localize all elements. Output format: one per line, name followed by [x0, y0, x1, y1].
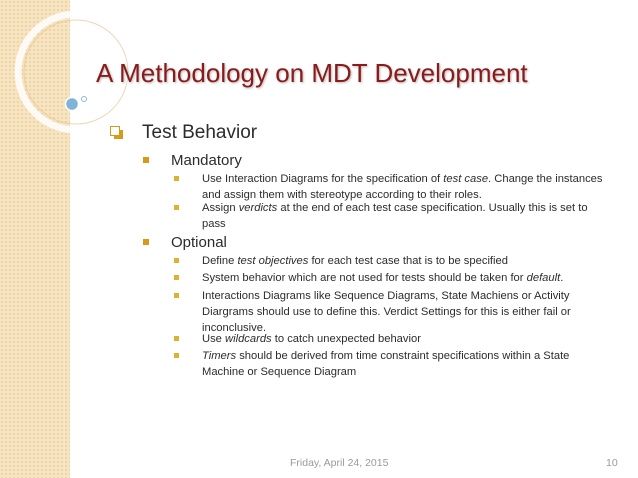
footer-date: Friday, April 24, 2015	[290, 457, 389, 469]
bullet-icon	[143, 157, 149, 163]
bullet-icon	[174, 353, 179, 358]
bullet-icon	[174, 258, 179, 263]
optional-item: Timers should be derived from time constraint specifications within a State Machine or Sequence Diagram	[174, 348, 614, 380]
optional-item: Use wildcards to catch unexpected behavior	[174, 331, 614, 347]
bullet-icon	[174, 293, 179, 298]
bullet-icon	[174, 275, 179, 280]
optional-item: Interactions Diagrams like Sequence Diagrams, State Machiens or Activity Diargrams should use to define this. Verdict Settings for this is either fail or inconclusive.	[174, 288, 614, 336]
page-number: 10	[606, 457, 618, 469]
bullet-icon	[174, 205, 179, 210]
slide-title: A Methodology on MDT Development	[96, 58, 528, 88]
optional-item: System behavior which are not used for tests should be taken for default.	[174, 270, 614, 286]
square-bullet-icon	[110, 126, 120, 136]
accent-dot-icon	[66, 98, 79, 111]
bullet-icon	[174, 336, 179, 341]
bullet-icon	[143, 239, 149, 245]
mandatory-item: Use Interaction Diagrams for the specification of test case. Change the instances and assign them with stereotype according to their roles.	[174, 171, 614, 203]
optional-item: Define test objectives for each test case that is to be specified	[174, 253, 614, 269]
bullet-icon	[174, 176, 179, 181]
mandatory-item: Assign verdicts at the end of each test case specification. Usually this is set to pass	[174, 200, 614, 232]
